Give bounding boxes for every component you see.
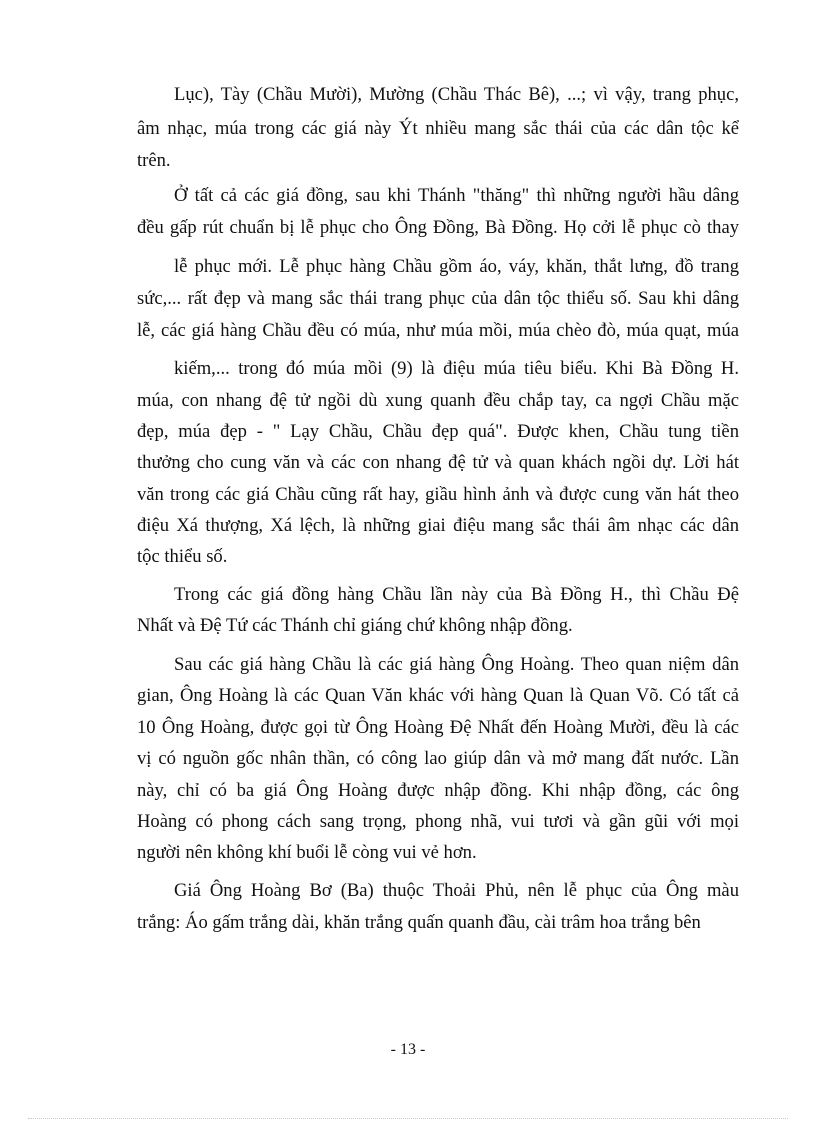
text-line: Nhất và Đệ Tứ các Thánh chỉ giáng chứ không nhập đồng. [137, 615, 573, 636]
text-line: Trong các giá đồng hàng Chầu lần này của Bà Đồng H., thì Chầu Đệ [174, 584, 739, 605]
text-line: sức,... rất đẹp và mang sắc thái trang phục của dân tộc thiểu số. Sau khi dâng [137, 288, 739, 309]
text-line: trên. [137, 150, 171, 171]
page-number: - 13 - [390, 1041, 426, 1058]
text-line: trắng: Áo gấm trắng dài, khăn trắng quấn quanh đầu, cài trâm hoa trắng bên [137, 912, 701, 933]
text-line: Sau các giá hàng Chầu là các giá hàng Ông Hoàng. Theo quan niệm dân [174, 654, 739, 675]
text-line: thưởng cho cung văn và các con nhang đệ tử và quan khách ngồi dự. Lời hát [137, 452, 739, 473]
text-line: vị có nguồn gốc nhân thần, có công lao giúp dân và mở mang đất nước. Lần [137, 748, 739, 769]
text-line: Lục), Tày (Chầu Mười), Mường (Chầu Thác Bê), ...; vì vậy, trang phục, [174, 84, 739, 105]
text-line: này, chỉ có ba giá Ông Hoàng được nhập đồng. Khi nhập đồng, các ông [137, 780, 739, 801]
text-line: đều gấp rút chuẩn bị lễ phục cho Ông Đồng, Bà Đồng. Họ cởi lễ phục cò thay [137, 217, 739, 238]
text-line: văn trong các giá Chầu cũng rất hay, giầu hình ảnh và được cung văn hát theo [137, 484, 739, 505]
text-line: tộc thiểu số. [137, 546, 228, 567]
text-line: 10 Ông Hoàng, được gọi từ Ông Hoàng Đệ Nhất đến Hoàng Mười, đều là các [137, 717, 739, 738]
text-line: múa, con nhang đệ tử ngồi dù xung quanh đều chắp tay, ca ngợi Chầu mặc [137, 390, 739, 411]
text-line: lễ phục mới. Lễ phục hàng Chầu gồm áo, váy, khăn, thắt lưng, đồ trang [174, 256, 739, 277]
text-line: lễ, các giá hàng Chầu đều có múa, như múa mồi, múa chèo đò, múa quạt, múa [137, 320, 739, 341]
text-line: kiếm,... trong đó múa mồi (9) là điệu múa tiêu biểu. Khi Bà Đồng H. [174, 358, 739, 379]
text-line: điệu Xá thượng, Xá lệch, là những giai điệu mang sắc thái âm nhạc các dân [137, 515, 739, 536]
text-line: gian, Ông Hoàng là các Quan Văn khác với hàng Quan là Quan Võ. Có tất cả [137, 685, 739, 706]
text-line: âm nhạc, múa trong các giá này Ýt nhiều mang sắc thái của các dân tộc kể [137, 118, 739, 139]
text-line: Hoàng có phong cách sang trọng, phong nhã, vui tươi và gần gũi với mọi [137, 811, 739, 832]
text-line: đẹp, múa đẹp - " Lạy Chầu, Chầu đẹp quá". Được khen, Chầu tung tiền [137, 421, 739, 442]
text-line: người nên không khí buổi lễ còng vui vẻ hơn. [137, 842, 477, 863]
text-line: Ở tất cả các giá đồng, sau khi Thánh "thăng" thì những người hầu dâng [174, 185, 739, 206]
page-bottom-divider [28, 1118, 788, 1119]
text-line: Giá Ông Hoàng Bơ (Ba) thuộc Thoải Phủ, nên lễ phục của Ông màu [174, 880, 739, 901]
